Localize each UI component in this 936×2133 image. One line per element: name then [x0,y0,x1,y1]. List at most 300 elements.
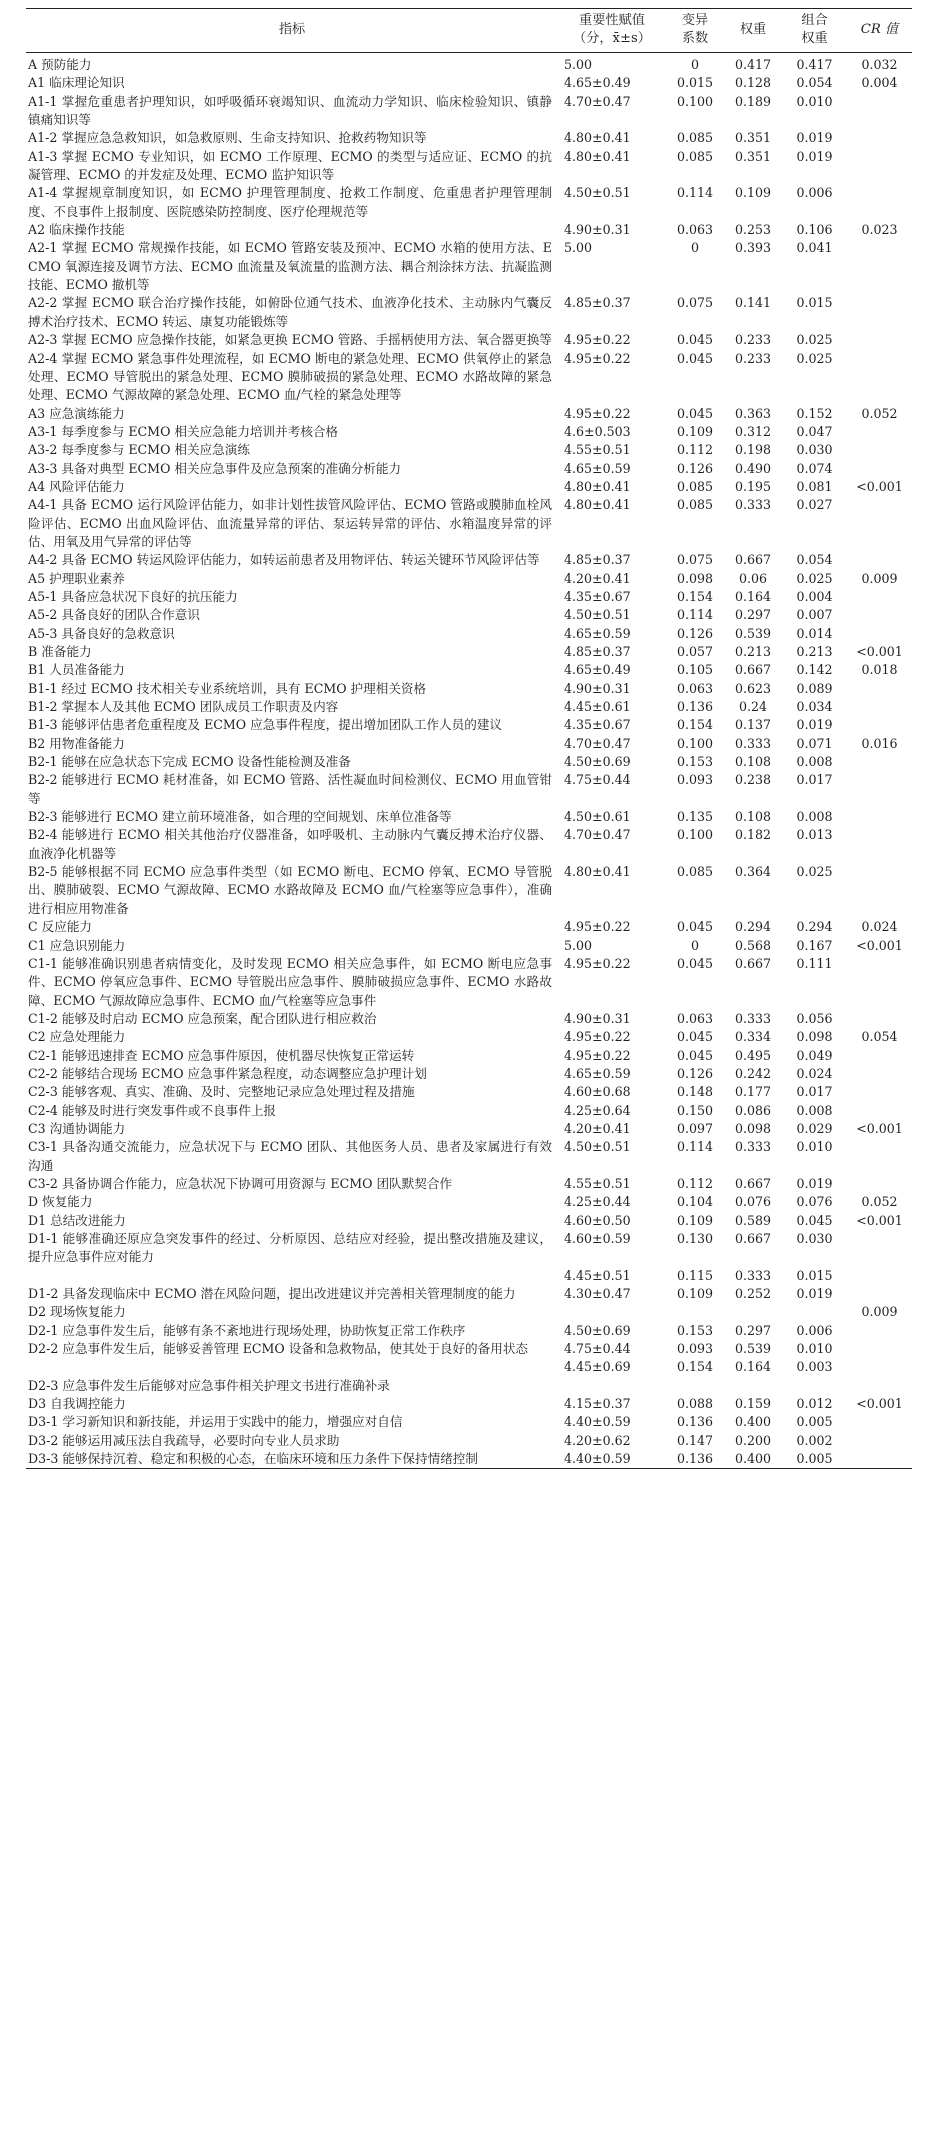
cr-cell [847,753,912,771]
table-row [26,405,912,423]
cr-cell [847,1175,912,1193]
combined-weight-cell: 0.005 [796,1414,833,1430]
table-row [26,1175,912,1193]
cr-cell [847,184,912,221]
variation-cell: 0.109 [676,1212,714,1228]
combined-weight-cell: 0.030 [796,1231,833,1246]
indicator-cell: D3-3 能够保持沉着、稳定和积极的心态，在临床环境和压力条件下保持情绪控制 [28,1451,478,1467]
importance-cell: 4.50±0.51 [564,607,631,623]
table-body [26,53,912,1469]
table-row [26,93,912,130]
indicator-cell: A1-3 掌握 ECMO 专业知识，如 ECMO 工作原理、ECMO 的类型与适应证、ECMO 的抗凝管理、ECMO 的并发症及处理、ECMO 监护知识等 [28,148,552,183]
indicator-cell: A4-1 具备 ECMO 运行风险评估能力，如非计划性拔管风险评估、ECMO 管路或膜肺血栓风险评估、ECMO 出血风险评估、血流量异常的评估、泵运转异常的评估、水箱温度异常的评估、用氧及用气异常的评估等 [28,497,552,549]
indicator-cell: A1-4 掌握规章制度知识，如 ECMO 护理管理制度、抢救工作制度、危重患者护理管理制度、不良事件上报制度、医院感染防控制度、医疗伦理规范等 [28,185,552,219]
cr-cell [847,1083,912,1101]
indicator-cell: B2-3 能够进行 ECMO 建立前环境准备，如合理的空间规划、床单位准备等 [28,809,452,825]
combined-weight-cell: 0.025 [796,864,833,880]
importance-cell [558,1377,666,1395]
cr-cell: <0.001 [856,1120,903,1136]
indicator-cell: B2-4 能够进行 ECMO 相关其他治疗仪器准备，如呼吸机、主动脉内气囊反搏术治疗仪器、血液净化机器等 [28,827,552,861]
table-row [26,643,912,661]
importance-cell: 4.95±0.22 [564,1029,631,1045]
indicator-cell: A3-2 每季度参与 ECMO 相关应急演练 [28,442,250,458]
weight-cell: 0.164 [734,1359,772,1375]
importance-cell: 4.50±0.61 [564,809,631,825]
combined-weight-cell: 0.081 [796,478,833,494]
table-row [26,1193,912,1211]
indicator-cell [26,1358,558,1376]
variation-cell: 0.109 [676,1286,714,1302]
importance-cell: 4.45±0.69 [564,1359,631,1375]
table-row [26,1138,912,1175]
table-row [26,1285,912,1303]
variation-cell: 0.136 [676,699,714,715]
cr-cell [847,551,912,569]
indicator-cell: A3 应急演练能力 [28,405,125,421]
cr-cell [847,1340,912,1358]
weight-cell: 0.333 [734,1010,772,1026]
cr-cell [847,1267,912,1285]
table-row [26,1395,912,1413]
table-row [26,588,912,606]
variation-cell: 0.045 [676,1047,714,1063]
indicator-cell: C2-2 能够结合现场 ECMO 应急事件紧急程度，动态调整应急护理计划 [28,1065,427,1081]
variation-cell: 0.015 [676,75,714,91]
weight-cell: 0.200 [734,1432,772,1448]
variation-cell: 0.112 [676,1175,714,1191]
variation-cell: 0.104 [676,1194,714,1210]
table-row [26,1120,912,1138]
variation-cell: 0.112 [676,442,714,458]
importance-cell: 4.70±0.47 [564,735,631,751]
combined-weight-cell: 0.015 [796,1267,833,1283]
weight-cell: 0.351 [734,148,772,164]
importance-cell: 4.55±0.51 [564,1175,631,1191]
variation-cell: 0.097 [676,1120,714,1136]
importance-cell: 4.90±0.31 [564,680,631,696]
table-row [26,460,912,478]
indicator-cell: B 准备能力 [28,644,92,659]
table-header [26,9,912,53]
cr-cell: <0.001 [856,644,903,659]
cr-cell [847,1138,912,1175]
table-row [26,937,912,955]
table-row [26,184,912,221]
weight-cell: 0.495 [734,1047,772,1063]
combined-weight-cell: 0.034 [796,699,833,715]
importance-cell: 4.30±0.47 [564,1286,631,1302]
weight-cell: 0.363 [734,405,772,421]
indicator-cell: C3-1 具备沟通交流能力，应急状况下与 ECMO 团队、其他医务人员、患者及家属进行有效沟通 [28,1139,552,1173]
cr-cell [847,955,912,1010]
importance-cell: 4.90±0.31 [564,1010,631,1026]
table-row [26,606,912,624]
indicator-cell: A1-1 掌握危重患者护理知识，如呼吸循环衰竭知识、血流动力学知识、临床检验知识、镇静镇痛知识等 [28,93,552,128]
weight-cell: 0.333 [734,1139,772,1155]
variation-cell: 0.115 [676,1267,714,1283]
indicator-cell: B2-2 能够进行 ECMO 耗材准备，如 ECMO 管路、活性凝血时间检测仪、ECMO 用血管钳等 [28,772,552,806]
indicator-cell: A1 临床理论知识 [28,75,125,91]
indicator-cell: D2-2 应急事件发生后，能够妥善管理 ECMO 设备和急救物品，使其处于良好的备用状态 [28,1341,529,1357]
cr-cell [847,1047,912,1065]
variation-cell: 0.130 [676,1231,714,1246]
weight-cell: 0.667 [734,662,772,678]
combined-weight-cell: 0.003 [796,1359,833,1375]
indicator-cell: C1-1 能够准确识别患者病情变化，及时发现 ECMO 相关应急事件，如 ECMO 断电应急事件、ECMO 停氧应急事件、ECMO 导管脱出应急事件、膜肺破损应急事件、ECMO 水路故障、ECMO 气源故障应急事件、ECMO 血/气栓塞等应急事件 [28,955,552,1008]
table-row [26,331,912,349]
weight-cell: 0.238 [734,772,772,788]
importance-cell: 4.65±0.59 [564,1065,631,1081]
cr-cell: 0.009 [861,570,898,586]
table-row [26,350,912,405]
indicator-cell: C 反应能力 [28,919,93,935]
table-row [26,808,912,826]
indicator-cell: D3-2 能够运用减压法自我疏导，必要时向专业人员求助 [28,1432,340,1448]
cr-cell [847,129,912,147]
importance-cell: 4.25±0.64 [564,1102,631,1118]
variation-cell: 0.085 [676,148,714,164]
importance-cell: 4.40±0.59 [564,1414,631,1430]
header-variation: 变异 系数 [681,13,709,46]
importance-cell: 5.00 [564,57,593,72]
cr-cell [847,1010,912,1028]
weight-cell: 0.253 [734,222,772,238]
combined-weight-cell: 0.029 [796,1120,833,1136]
variation-cell: 0.098 [676,570,714,586]
cr-cell [847,1102,912,1120]
weight-cell: 0.137 [734,717,772,733]
importance-cell: 4.85±0.37 [564,644,631,659]
table-row [26,1102,912,1120]
combined-weight-cell: 0.019 [796,1175,833,1191]
importance-cell: 4.15±0.37 [564,1396,631,1412]
variation-cell: 0.085 [676,478,714,494]
combined-weight-cell: 0.008 [796,809,833,825]
variation-cell [666,1303,724,1321]
variation-cell: 0.093 [676,1341,714,1357]
combined-weight-cell: 0.213 [796,644,833,659]
table-row [26,826,912,863]
combined-weight-cell: 0.152 [796,405,833,421]
combined-weight-cell: 0.017 [796,772,833,788]
combined-weight-cell: 0.106 [796,222,833,238]
table-row [26,1377,912,1395]
weight-cell: 0.667 [734,552,772,568]
importance-cell [558,1303,666,1321]
combined-weight-cell: 0.006 [796,1322,833,1338]
table-row [26,129,912,147]
weight-cell: 0.177 [734,1084,772,1100]
cr-cell [847,1450,912,1469]
variation-cell: 0.093 [676,772,714,788]
table-row [26,1010,912,1028]
table-row [26,716,912,734]
weight-cell: 0.242 [734,1065,772,1081]
combined-weight-cell: 0.019 [796,148,833,164]
header-indicator: 指标 [278,22,306,37]
indicator-cell: A1-2 掌握应急急救知识，如急救原则、生命支持知识、抢救药物知识等 [28,130,427,146]
weight-cell: 0.164 [734,588,772,604]
weight-cell: 0.297 [734,607,772,623]
table-row [26,698,912,716]
cr-cell [847,826,912,863]
importance-cell: 4.20±0.41 [564,570,631,586]
importance-cell: 4.50±0.51 [564,185,631,201]
combined-weight-cell: 0.054 [796,75,833,91]
variation-cell: 0.085 [676,497,714,513]
combined-weight-cell: 0.005 [796,1451,833,1467]
weight-cell: 0.159 [734,1396,772,1412]
indicator-cell: B2-5 能够根据不同 ECMO 应急事件类型（如 ECMO 断电、ECMO 停氧、ECMO 导管脱出、膜肺破裂、ECMO 气源故障、ECMO 水路故障及 ECMO 血/气栓塞等应急事件），准确进行相应用物准备 [28,864,552,916]
variation-cell: 0.136 [676,1451,714,1467]
combined-weight-cell: 0.030 [796,442,833,458]
importance-cell: 4.95±0.22 [564,332,631,348]
importance-cell: 4.40±0.59 [564,1451,631,1467]
weight-cell: 0.294 [734,919,772,935]
indicator-cell: C3-2 具备协调合作能力，应急状况下协调可用资源与 ECMO 团队默契合作 [28,1175,453,1191]
combined-weight-cell: 0.013 [796,827,833,843]
combined-weight-cell: 0.142 [796,662,833,678]
weight-cell: 0.334 [734,1029,772,1045]
cr-cell [847,625,912,643]
importance-cell: 4.20±0.41 [564,1120,631,1136]
cr-cell [847,1413,912,1431]
importance-cell: 4.60±0.50 [564,1212,631,1228]
table-row [26,1267,912,1285]
combined-weight-cell: 0.074 [796,460,833,476]
cr-cell [847,680,912,698]
combined-weight-cell: 0.014 [796,625,833,641]
variation-cell: 0.126 [676,460,714,476]
weight-cell: 0.198 [734,442,772,458]
weight-cell: 0.667 [734,955,772,971]
combined-weight-cell: 0.002 [796,1432,833,1448]
cr-cell [847,331,912,349]
table-row [26,1028,912,1046]
combined-weight-cell [782,1377,847,1395]
combined-weight-cell: 0.008 [796,754,833,770]
variation-cell: 0.100 [676,827,714,843]
table-row [26,1322,912,1340]
indicator-cell: D2 现场恢复能力 [28,1304,126,1320]
variation-cell: 0.075 [676,295,714,311]
importance-cell: 4.50±0.51 [564,1139,631,1155]
indicator-cell: A5-3 具备良好的急救意识 [28,625,175,641]
combined-weight-cell: 0.019 [796,717,833,733]
variation-cell: 0.136 [676,1414,714,1430]
table-row [26,74,912,92]
importance-cell: 4.35±0.67 [564,717,631,733]
importance-cell: 4.80±0.41 [564,130,631,146]
variation-cell: 0.088 [676,1396,714,1412]
indicator-cell: D1-2 具备发现临床中 ECMO 潜在风险问题，提出改进建议并完善相关管理制度的能力 [28,1286,516,1302]
combined-weight-cell: 0.049 [796,1047,833,1063]
weight-cell: 0.400 [734,1414,772,1430]
variation-cell: 0.100 [676,93,714,109]
combined-weight-cell: 0.010 [796,1139,833,1155]
indicator-cell: A5-1 具备应急状况下良好的抗压能力 [28,588,238,604]
importance-cell: 4.45±0.61 [564,699,631,715]
cr-cell [847,1358,912,1376]
importance-cell: 4.70±0.47 [564,827,631,843]
combined-weight-cell: 0.047 [796,423,833,439]
weight-cell [724,1377,782,1395]
variation-cell: 0.063 [676,680,714,696]
header-cr: CR 值 [860,22,899,37]
importance-cell: 4.65±0.49 [564,662,631,678]
importance-cell: 4.25±0.44 [564,1194,631,1210]
importance-cell: 4.80±0.41 [564,148,631,164]
weight-cell: 0.333 [734,497,772,513]
table-row [26,680,912,698]
importance-cell: 4.75±0.44 [564,772,631,788]
combined-weight-cell: 0.010 [796,93,833,109]
importance-cell: 4.65±0.59 [564,460,631,476]
table-row [26,955,912,1010]
cr-cell [847,808,912,826]
table-row [26,1340,912,1358]
variation-cell: 0.045 [676,350,714,366]
cr-cell: 0.052 [861,1194,898,1210]
indicator-cell: B1-3 能够评估患者危重程度及 ECMO 应急事件程度，提出增加团队工作人员的建议 [28,717,502,733]
indicator-cell: C2-3 能够客观、真实、准确、及时、完整地记录应急处理过程及措施 [28,1084,415,1100]
importance-cell: 4.95±0.22 [564,1047,631,1063]
weight-cell [724,1303,782,1321]
cr-cell: 0.018 [861,662,898,678]
indicator-cell: A2-3 掌握 ECMO 应急操作技能，如紧急更换 ECMO 管路、手摇柄使用方法、氧合器更换等 [28,332,552,348]
variation-cell: 0.148 [676,1084,714,1100]
variation-cell: 0.063 [676,1010,714,1026]
weight-cell: 0.213 [734,644,772,659]
weight-cell: 0.667 [734,1231,772,1246]
combined-weight-cell: 0.089 [796,680,833,696]
weight-cell: 0.233 [734,332,772,348]
indicator-cell: D 恢复能力 [28,1194,93,1210]
cr-cell: <0.001 [856,1396,903,1412]
cr-cell: 0.004 [861,75,898,91]
importance-cell: 4.45±0.51 [564,1267,631,1283]
variation-cell: 0.154 [676,717,714,733]
cr-cell [847,1322,912,1340]
indicator-cell: A5-2 具备良好的团队合作意识 [28,607,200,623]
variation-cell: 0.114 [676,1139,714,1155]
weight-cell: 0.312 [734,423,772,439]
combined-weight-cell: 0.041 [796,240,833,256]
variation-cell: 0 [690,937,699,953]
cr-cell [847,1230,912,1267]
indicator-cell: C2-4 能够及时进行突发事件或不良事件上报 [28,1102,277,1118]
combined-weight-cell: 0.008 [796,1102,833,1118]
importance-cell: 4.55±0.51 [564,442,631,458]
importance-cell: 4.60±0.59 [564,1231,631,1246]
combined-weight-cell: 0.025 [796,350,833,366]
table-row [26,1432,912,1450]
weight-cell: 0.623 [734,680,772,696]
cr-cell [847,148,912,185]
combined-weight-cell: 0.071 [796,735,833,751]
weight-cell: 0.06 [738,570,768,586]
variation-cell: 0.154 [676,588,714,604]
cr-cell [847,294,912,331]
combined-weight-cell: 0.056 [796,1010,833,1026]
indicator-cell: A2-1 掌握 ECMO 常规操作技能，如 ECMO 管路安装及预冲、ECMO 水箱的使用方法、ECMO 氧源连接及调节方法、ECMO 血流量及氧流量的监测方法、耦合剂涂抹方法、抗凝监测技能、ECMO 撤机等 [28,240,552,293]
indicator-cell: D3-1 学习新知识和新技能，并运用于实践中的能力，增强应对自信 [28,1414,403,1430]
header-combined-weight: 组合 权重 [801,13,828,46]
weight-cell: 0.297 [734,1322,772,1338]
weight-cell: 0.568 [734,937,772,953]
importance-cell: 4.50±0.69 [564,754,631,770]
header-importance: 重要性赋值 （分，x̄±s） [572,13,651,46]
cr-cell: 0.032 [861,57,898,72]
weight-cell: 0.108 [734,754,772,770]
variation-cell: 0.154 [676,1359,714,1375]
table-row [26,1212,912,1230]
variation-cell: 0.135 [676,809,714,825]
cr-cell: 0.024 [861,919,898,935]
combined-weight-cell: 0.027 [796,497,833,513]
combined-weight-cell: 0.006 [796,185,833,201]
importance-cell: 4.95±0.22 [564,350,631,366]
indicator-cell: D1-1 能够准确还原应急突发事件的经过、分析原因、总结应对经验，提出整改措施及建议，提升应急事件应对能力 [28,1231,552,1265]
indicator-cell: A5 护理职业素养 [28,570,125,586]
importance-cell: 4.80±0.41 [564,864,631,880]
variation-cell: 0.045 [676,332,714,348]
combined-weight-cell: 0.294 [796,919,833,935]
cr-cell [847,606,912,624]
weight-cell: 0.333 [734,735,772,751]
indicator-cell: A3-3 具备对典型 ECMO 相关应急事件及应急预案的准确分析能力 [28,460,402,476]
table-row [26,1450,912,1469]
table-row [26,148,912,185]
variation-cell: 0.045 [676,955,714,971]
weight-cell: 0.182 [734,827,772,843]
importance-cell: 4.65±0.59 [564,625,631,641]
indicator-cell: A3-1 每季度参与 ECMO 相关应急能力培训并考核合格 [28,423,339,439]
combined-weight-cell: 0.167 [796,937,833,953]
table-row [26,735,912,753]
weight-cell: 0.393 [734,240,772,256]
table-row [26,1230,912,1267]
indicator-weight-table [26,8,912,1469]
weight-cell: 0.24 [738,699,768,715]
weight-cell: 0.086 [734,1102,772,1118]
indicator-cell: B1-2 掌握本人及其他 ECMO 团队成员工作职责及内容 [28,699,339,715]
combined-weight-cell: 0.012 [796,1396,833,1412]
table-row [26,1083,912,1101]
cr-cell: <0.001 [856,1212,903,1228]
indicator-cell: C2 应急处理能力 [28,1029,126,1045]
table-row [26,239,912,294]
table-row [26,551,912,569]
table-row [26,496,912,551]
cr-cell: 0.016 [861,735,898,751]
weight-cell: 0.539 [734,1341,772,1357]
importance-cell: 4.85±0.37 [564,552,631,568]
indicator-cell: C3 沟通协调能力 [28,1120,126,1136]
weight-cell: 0.589 [734,1212,772,1228]
table-row [26,1303,912,1321]
table-row [26,478,912,496]
indicator-cell: D2-3 应急事件发生后能够对应急事件相关护理文书进行准确补录 [28,1377,390,1393]
combined-weight-cell [782,1303,847,1321]
importance-cell: 4.70±0.47 [564,93,631,109]
importance-cell: 4.80±0.41 [564,478,631,494]
weight-cell: 0.252 [734,1286,772,1302]
header-weight: 权重 [739,22,767,37]
variation-cell: 0.085 [676,864,714,880]
cr-cell [847,441,912,459]
variation-cell: 0.126 [676,625,714,641]
